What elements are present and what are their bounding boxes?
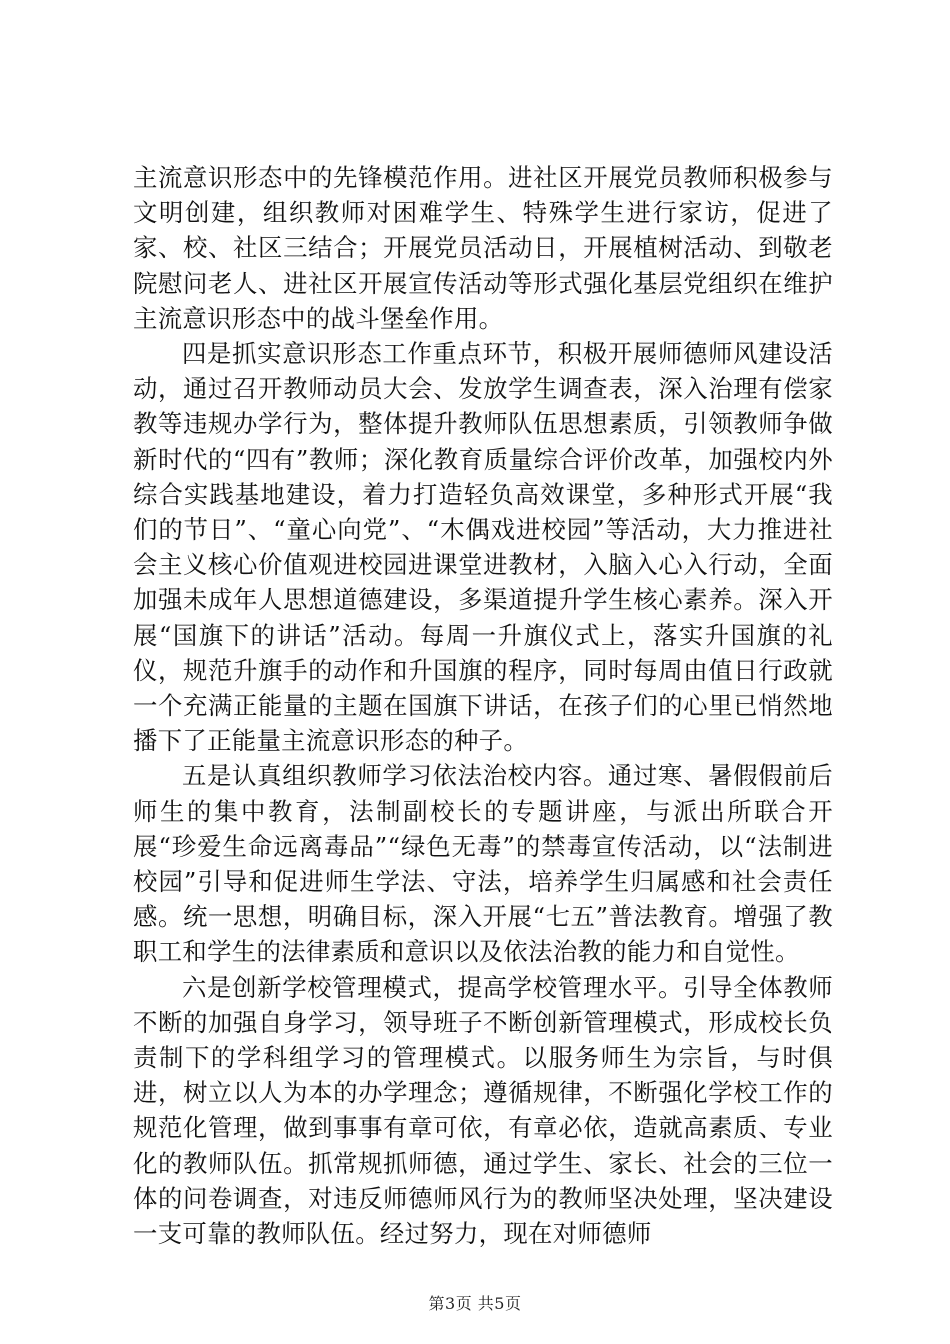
document-body	[133, 160, 833, 1251]
paragraph-3: 五是认真组织教师学习依法治校内容。通过寒、暑假假前后师生的集中教育，法制副校长的专题讲座，与派出所联合开展“珍爱生命远离毒品”“绿色无毒”的禁毒宣传活动，以“法制进校园”引导和促进师生学法、守法，培养学生归属感和社会责任感。统一思想，明确目标，深入开展“七五”普法教育。增强了教职工和学生的法律素质和意识以及依法治教的能力和自觉性。	[133, 761, 833, 967]
paragraph-1: 主流意识形态中的先锋模范作用。进社区开展党员教师积极参与文明创建，组织教师对困难学生、特殊学生进行家访，促进了家、校、社区三结合；开展党员活动日，开展植树活动、到敬老院慰问老人、进社区开展宣传活动等形式强化基层党组织在维护主流意识形态中的战斗堡垒作用。	[133, 163, 833, 333]
page-footer: 第3页 共5页	[428, 1294, 522, 1313]
paragraph-2: 四是抓实意识形态工作重点环节，积极开展师德师风建设活动，通过召开教师动员大会、发放学生调查表，深入治理有偿家教等违规办学行为，整体提升教师队伍思想素质，引领教师争做新时代的“四有”教师；深化教育质量综合评价改革，加强校内外综合实践基地建设，着力打造轻负高效课堂，多种形式开展“我们的节日”、“童心向党”、“木偶戏进校园”等活动，大力推进社会主义核心价值观进校园进课堂进教材，入脑入心入行动，全面加强未成年人思想道德建设，多渠道提升学生核心素养。深入开展“国旗下的讲话”活动。每周一升旗仪式上，落实升国旗的礼仪，规范升旗手的动作和升国旗的程序，同时每周由值日行政就一个充满正能量的主题在国旗下讲话，在孩子们的心里已悄然地播下了正能量主流意识形态的种子。	[133, 339, 833, 756]
paragraph-4: 六是创新学校管理模式，提高学校管理水平。引导全体教师不断的加强自身学习，领导班子不断创新管理模式，形成校长负责制下的学科组学习的管理模式。以服务师生为宗旨，与时俱进，树立以人为本的办学理念；遵循规律，不断强化学校工作的规范化管理，做到事事有章可依，有章必依，造就高素质、专业化的教师队伍。抓常规抓师德，通过学生、家长、社会的三位一体的问卷调查，对违反师德师风行为的教师坚决处理，坚决建设一支可靠的教师队伍。经过努力，现在对师德师	[133, 972, 833, 1249]
